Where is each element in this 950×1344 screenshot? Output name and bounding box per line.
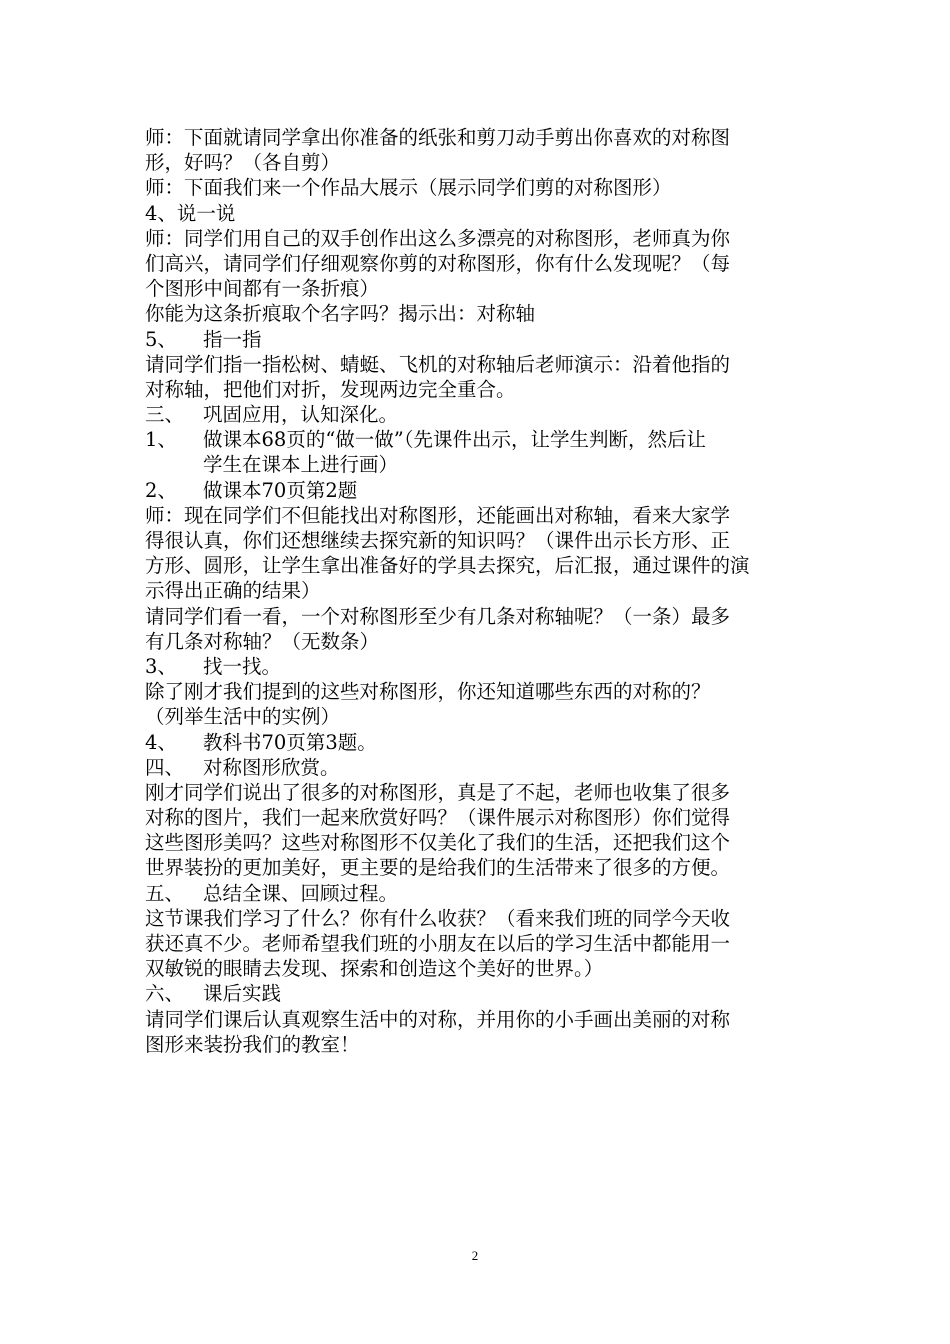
text-line: 方形、圆形，让学生拿出准备好的学具去探究，后汇报，通过课件的演 <box>145 554 750 578</box>
text-line: 4、说一说 <box>145 201 236 225</box>
text-line: 师：下面就请同学拿出你准备的纸张和剪刀动手剪出你喜欢的对称图 <box>145 126 731 149</box>
numbered-heading <box>145 327 810 352</box>
numbered-heading <box>145 402 810 427</box>
numbered-heading <box>145 981 810 1006</box>
item-text: 做课本68页的“做一做”（先课件出示，让学生判断，然后让 <box>203 428 707 452</box>
numbered-item <box>145 730 810 755</box>
page-number: 2 <box>471 1248 479 1263</box>
text-line: 世界装扮的更加美好，更主要的是给我们的生活带来了很多的方便。 <box>145 856 731 880</box>
text-line: 获还真不少。老师希望我们班的小朋友在以后的学习生活中都能用一 <box>145 932 731 955</box>
item-number: 2、 <box>145 478 177 502</box>
item-text: 指一指 <box>203 327 262 351</box>
text-line: 得很认真，你们还想继续去探究新的知识吗？（课件出示长方形、正 <box>145 529 731 552</box>
item-number: 1、 <box>145 428 177 452</box>
item-text: 做课本70页第2题 <box>203 478 358 502</box>
item-text: 课后实践 <box>203 982 282 1006</box>
text-line: 们高兴，请同学们仔细观察你剪的对称图形，你有什么发现呢？（每 <box>145 251 731 275</box>
text-line: 形，好吗？（各自剪） <box>145 151 341 175</box>
item-number: 4、 <box>145 730 177 754</box>
item-number: 5、 <box>145 327 177 351</box>
numbered-heading <box>145 755 810 780</box>
item-text: 巩固应用，认知深化。 <box>203 403 399 427</box>
text-line: （列举生活中的实例） <box>145 705 341 729</box>
item-text: 教科书70页第3题。 <box>203 730 377 754</box>
text-line: 师：下面我们来一个作品大展示（展示同学们剪的对称图形） <box>145 176 672 200</box>
text-line-indented: 学生在课本上进行画） <box>203 453 399 477</box>
text-line: 这些图形美吗？这些对称图形不仅美化了我们的生活，还把我们这个 <box>145 831 731 855</box>
text-line: 除了刚才我们提到的这些对称图形，你还知道哪些东西的对称的？ <box>145 680 711 704</box>
item-number: 四、 <box>145 755 185 779</box>
item-text: 找一找。 <box>203 654 282 678</box>
item-number: 六、 <box>145 982 185 1006</box>
text-line: 师：现在同学们不但能找出对称图形，还能画出对称轴，看来大家学 <box>145 503 731 527</box>
text-line: 对称的图片，我们一起来欣赏好吗？（课件展示对称图形）你们觉得 <box>145 806 731 830</box>
numbered-item <box>145 427 810 452</box>
text-line: 请同学们看一看，一个对称图形至少有几条对称轴呢？（一条）最多 <box>145 604 731 628</box>
item-text: 总结全课、回顾过程。 <box>203 881 399 905</box>
text-line: 有几条对称轴？（无数条） <box>145 629 380 653</box>
text-line: 对称轴，把他们对折，发现两边完全重合。 <box>145 377 516 401</box>
body-text <box>145 125 810 1057</box>
item-number: 五、 <box>145 881 185 905</box>
numbered-heading <box>145 881 810 906</box>
text-line: 师：同学们用自己的双手创作出这么多漂亮的对称图形，老师真为你 <box>145 226 731 250</box>
text-line: 个图形中间都有一条折痕） <box>145 277 380 301</box>
item-number: 三、 <box>145 403 185 427</box>
text-line: 你能为这条折痕取个名字吗？揭示出：对称轴 <box>145 302 536 326</box>
item-text: 对称图形欣赏。 <box>203 755 340 779</box>
item-number: 3、 <box>145 654 177 678</box>
text-line: 请同学们课后认真观察生活中的对称，并用你的小手画出美丽的对称 <box>145 1007 731 1031</box>
text-line: 双敏锐的眼睛去发现、探索和创造这个美好的世界。） <box>145 957 604 981</box>
text-line: 请同学们指一指松树、蜻蜓、飞机的对称轴后老师演示：沿着他指的 <box>145 352 731 376</box>
text-line: 示得出正确的结果） <box>145 579 321 603</box>
text-line: 这节课我们学习了什么？你有什么收获？（看来我们班的同学今天收 <box>145 906 731 930</box>
text-line: 刚才同学们说出了很多的对称图形，真是了不起，老师也收集了很多 <box>145 780 731 804</box>
numbered-item <box>145 654 810 679</box>
numbered-item <box>145 478 810 503</box>
text-line: 图形来装扮我们的教室！ <box>145 1032 360 1056</box>
